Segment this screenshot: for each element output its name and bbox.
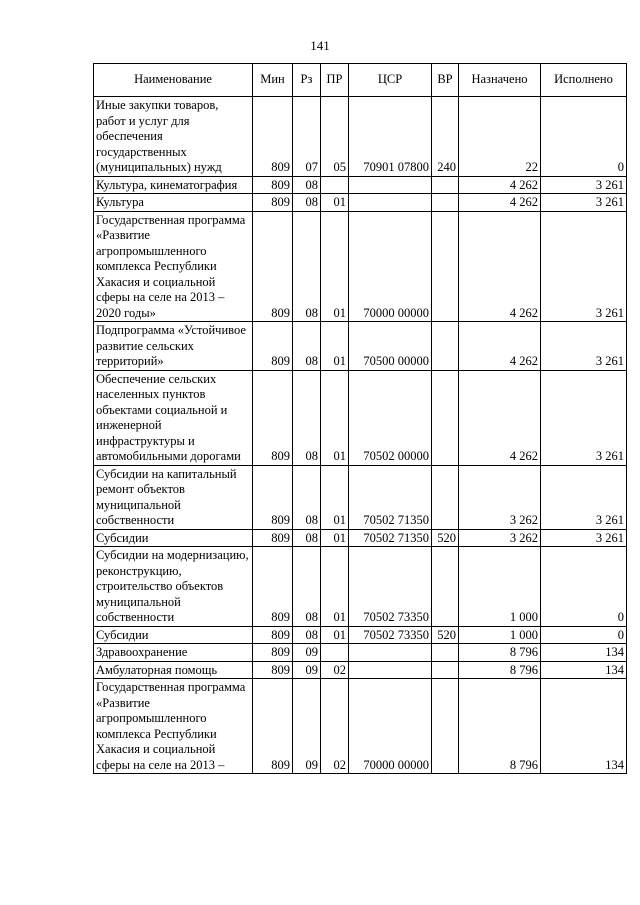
cell-executed: 3 261 xyxy=(541,194,627,212)
cell-executed: 134 xyxy=(541,679,627,774)
cell-pr: 01 xyxy=(321,626,349,644)
cell-pr: 01 xyxy=(321,322,349,371)
cell-rz: 08 xyxy=(293,626,321,644)
cell-min: 809 xyxy=(253,661,293,679)
cell-csr: 70502 71350 xyxy=(349,465,432,529)
cell-executed: 134 xyxy=(541,644,627,662)
cell-name: Культура xyxy=(94,194,253,212)
page-number: 141 xyxy=(310,38,330,53)
cell-vr: 520 xyxy=(432,529,459,547)
cell-assigned: 22 xyxy=(459,97,541,177)
table-row xyxy=(94,529,627,547)
table-row xyxy=(94,322,627,371)
cell-rz: 09 xyxy=(293,679,321,774)
cell-rz: 08 xyxy=(293,529,321,547)
table-row xyxy=(94,211,627,322)
cell-executed: 3 261 xyxy=(541,370,627,465)
cell-name: Государственная программа «Развитие агропромышленного комплекса Республики Хакасия и социальной сферы на селе на 2013 – 2020 годы» xyxy=(94,211,253,322)
cell-pr: 01 xyxy=(321,465,349,529)
cell-csr: 70502 00000 xyxy=(349,370,432,465)
table-row xyxy=(94,644,627,662)
cell-pr: 02 xyxy=(321,661,349,679)
table-row xyxy=(94,176,627,194)
header-rz: Рз xyxy=(293,64,321,97)
cell-pr: 01 xyxy=(321,194,349,212)
cell-assigned: 8 796 xyxy=(459,644,541,662)
cell-min: 809 xyxy=(253,176,293,194)
cell-min: 809 xyxy=(253,529,293,547)
cell-vr xyxy=(432,661,459,679)
cell-assigned: 8 796 xyxy=(459,679,541,774)
cell-min: 809 xyxy=(253,644,293,662)
cell-rz: 08 xyxy=(293,547,321,627)
table-row xyxy=(94,679,627,774)
cell-csr: 70502 73350 xyxy=(349,626,432,644)
cell-csr xyxy=(349,176,432,194)
table-row xyxy=(94,97,627,177)
cell-rz: 08 xyxy=(293,194,321,212)
table-row xyxy=(94,194,627,212)
table-row xyxy=(94,661,627,679)
cell-name: Субсидии на модернизацию, реконструкцию, строительство объектов муниципальной собственности xyxy=(94,547,253,627)
cell-name: Обеспечение сельских населенных пунктов объектами социальной и инженерной инфраструктуры и автомобильными дорогами xyxy=(94,370,253,465)
cell-csr: 70000 00000 xyxy=(349,679,432,774)
cell-pr xyxy=(321,644,349,662)
header-executed: Исполнено xyxy=(541,64,627,97)
cell-csr: 70901 07800 xyxy=(349,97,432,177)
cell-executed: 3 261 xyxy=(541,529,627,547)
cell-name: Амбулаторная помощь xyxy=(94,661,253,679)
cell-csr: 70000 00000 xyxy=(349,211,432,322)
cell-rz: 08 xyxy=(293,211,321,322)
cell-min: 809 xyxy=(253,97,293,177)
cell-vr xyxy=(432,465,459,529)
cell-executed: 0 xyxy=(541,97,627,177)
cell-pr: 01 xyxy=(321,547,349,627)
cell-executed: 3 261 xyxy=(541,465,627,529)
cell-rz: 08 xyxy=(293,322,321,371)
cell-assigned: 4 262 xyxy=(459,211,541,322)
cell-assigned: 3 262 xyxy=(459,529,541,547)
cell-name: Субсидии на капитальный ремонт объектов муниципальной собственности xyxy=(94,465,253,529)
cell-executed: 3 261 xyxy=(541,176,627,194)
header-vr: ВР xyxy=(432,64,459,97)
cell-vr xyxy=(432,644,459,662)
table-header-row xyxy=(94,64,627,97)
cell-vr xyxy=(432,547,459,627)
cell-vr xyxy=(432,211,459,322)
header-assigned: Назначено xyxy=(459,64,541,97)
cell-pr xyxy=(321,176,349,194)
cell-assigned: 4 262 xyxy=(459,370,541,465)
table-row xyxy=(94,465,627,529)
cell-rz: 08 xyxy=(293,176,321,194)
cell-csr xyxy=(349,644,432,662)
cell-csr: 70502 71350 xyxy=(349,529,432,547)
cell-min: 809 xyxy=(253,547,293,627)
cell-executed: 3 261 xyxy=(541,322,627,371)
cell-min: 809 xyxy=(253,370,293,465)
cell-min: 809 xyxy=(253,465,293,529)
cell-min: 809 xyxy=(253,322,293,371)
table-row xyxy=(94,626,627,644)
header-name: Наименование xyxy=(94,64,253,97)
cell-vr: 520 xyxy=(432,626,459,644)
cell-vr xyxy=(432,679,459,774)
cell-min: 809 xyxy=(253,194,293,212)
cell-min: 809 xyxy=(253,679,293,774)
cell-executed: 134 xyxy=(541,661,627,679)
cell-csr xyxy=(349,194,432,212)
cell-rz: 09 xyxy=(293,644,321,662)
cell-name: Субсидии xyxy=(94,626,253,644)
cell-rz: 09 xyxy=(293,661,321,679)
cell-assigned: 3 262 xyxy=(459,465,541,529)
cell-vr xyxy=(432,194,459,212)
cell-rz: 08 xyxy=(293,465,321,529)
header-csr: ЦСР xyxy=(349,64,432,97)
cell-name: Иные закупки товаров, работ и услуг для обеспечения государственных (муниципальных) нужд xyxy=(94,97,253,177)
cell-name: Подпрограмма «Устойчивое развитие сельских территорий» xyxy=(94,322,253,371)
table-row xyxy=(94,547,627,627)
cell-rz: 07 xyxy=(293,97,321,177)
cell-pr: 01 xyxy=(321,370,349,465)
cell-name: Культура, кинематография xyxy=(94,176,253,194)
cell-executed: 0 xyxy=(541,626,627,644)
cell-assigned: 1 000 xyxy=(459,547,541,627)
cell-vr: 240 xyxy=(432,97,459,177)
cell-executed: 0 xyxy=(541,547,627,627)
cell-csr: 70500 00000 xyxy=(349,322,432,371)
cell-csr: 70502 73350 xyxy=(349,547,432,627)
cell-assigned: 4 262 xyxy=(459,176,541,194)
cell-pr: 02 xyxy=(321,679,349,774)
cell-assigned: 4 262 xyxy=(459,194,541,212)
cell-csr xyxy=(349,661,432,679)
cell-name: Здравоохранение xyxy=(94,644,253,662)
cell-vr xyxy=(432,176,459,194)
budget-table xyxy=(93,63,627,774)
cell-rz: 08 xyxy=(293,370,321,465)
cell-name: Субсидии xyxy=(94,529,253,547)
table-row xyxy=(94,370,627,465)
cell-assigned: 8 796 xyxy=(459,661,541,679)
cell-name: Государственная программа «Развитие агропромышленного комплекса Республики Хакасия и социальной сферы на селе на 2013 – xyxy=(94,679,253,774)
cell-min: 809 xyxy=(253,626,293,644)
cell-executed: 3 261 xyxy=(541,211,627,322)
header-min: Мин xyxy=(253,64,293,97)
cell-assigned: 4 262 xyxy=(459,322,541,371)
cell-pr: 01 xyxy=(321,529,349,547)
cell-assigned: 1 000 xyxy=(459,626,541,644)
cell-pr: 01 xyxy=(321,211,349,322)
cell-min: 809 xyxy=(253,211,293,322)
cell-vr xyxy=(432,322,459,371)
cell-vr xyxy=(432,370,459,465)
cell-pr: 05 xyxy=(321,97,349,177)
header-pr: ПР xyxy=(321,64,349,97)
